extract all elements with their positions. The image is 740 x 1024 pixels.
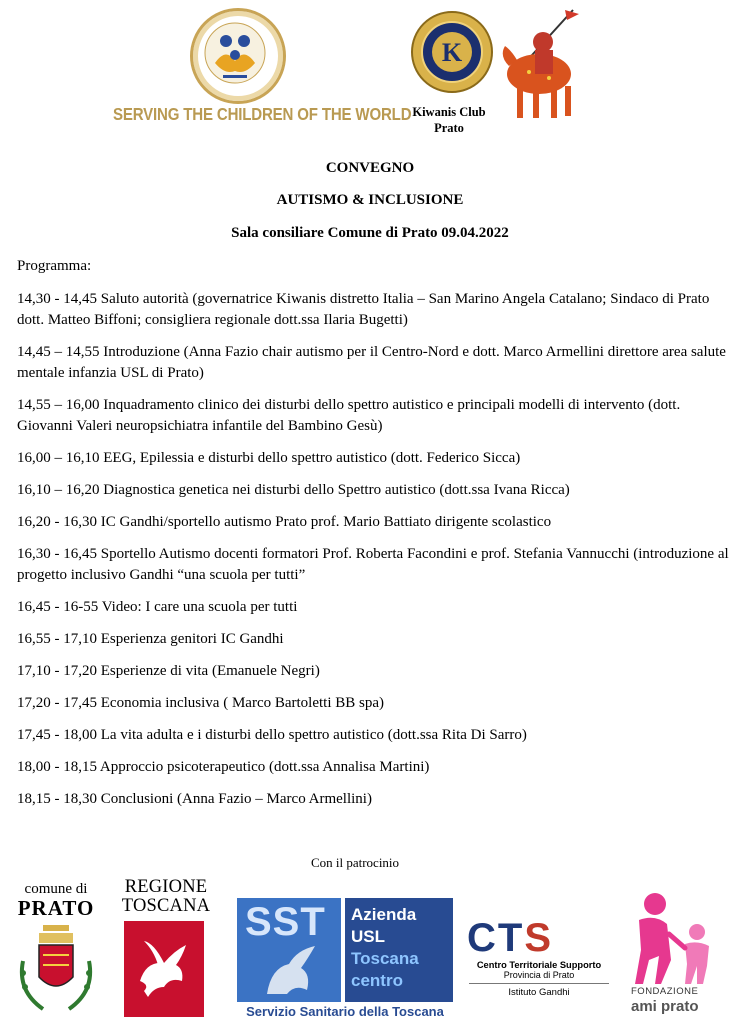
knight-horse-icon xyxy=(493,6,585,126)
venue-date-title: Sala consiliare Comune di Prato 09.04.2022 xyxy=(231,225,509,241)
cts-mark xyxy=(463,918,615,958)
comune-di-label: comune di xyxy=(24,881,88,897)
kiwanis-city-line: Prato xyxy=(434,121,464,135)
centro-line: centro xyxy=(351,971,403,990)
program-item: 16,10 – 16,20 Diagnostica genetica nei disturbi dello Spettro autistico (dott.ssa Ivana Ricca) xyxy=(17,482,570,498)
program-item: 17,20 - 17,45 Economia inclusiva ( Marco Bartoletti BB spa) xyxy=(17,695,385,711)
program-item: 18,15 - 18,30 Conclusioni (Anna Fazio – Marco Armellini) xyxy=(17,791,372,807)
patronage-label: Con il patrocinio xyxy=(310,855,400,870)
toscana-line: Toscana xyxy=(351,949,419,968)
kiwanis-k-letter: K xyxy=(441,38,463,67)
azienda-usl-text xyxy=(351,904,419,992)
cts-province: Provincia di Prato xyxy=(503,970,575,980)
prato-city-label: PRATO xyxy=(17,896,95,920)
ami-prato-label: ami prato xyxy=(631,998,699,1015)
sst-mark: SST xyxy=(245,900,326,944)
servizio-sanitario-label: Servizio Sanitario della Toscana xyxy=(246,1004,444,1019)
prato-coat-of-arms-icon xyxy=(13,921,99,1017)
program-item: 18,00 - 18,15 Approccio psicoterapeutico (dott.ssa Annalisa Martini) xyxy=(17,759,430,775)
program-item: 16,45 - 16-55 Video: I care una scuola per tutti xyxy=(17,599,298,615)
program-item: 14,45 – 14,55 Introduzione (Anna Fazio chair autismo per il Centro-Nord e dott. Marco Armellini direttore area salute mentale infanzia USL di Prato) xyxy=(17,344,726,381)
azienda-line: Azienda xyxy=(351,905,417,924)
program-item: 17,45 - 18,00 La vita adulta e i disturbi dello spettro autistico (dott.ssa Rita Di Sarro) xyxy=(17,727,527,743)
usl-line: USL xyxy=(351,927,385,946)
cts-name: Centro Territoriale Supporto xyxy=(476,960,602,970)
program-label: Programma: xyxy=(17,258,92,274)
cts-mark-s: S xyxy=(524,916,554,960)
program-list xyxy=(17,289,729,821)
kiwanis-club-prato-label xyxy=(393,104,505,136)
program-item: 16,20 - 16,30 IC Gandhi/sportello autismo Prato prof. Mario Battiato dirigente scolastico xyxy=(17,514,552,530)
program-item: 16,30 - 16,45 Sportello Autismo docenti formatori Prof. Roberta Facondini e prof. Stefania Vannucchi (introduzione al progetto inclusivo Gandhi “una scuola per tutti” xyxy=(17,546,729,583)
program-item: 16,55 - 17,10 Esperienza genitori IC Gandhi xyxy=(17,631,284,647)
cts-divider xyxy=(469,983,609,984)
serving-children-slogan: SERVING THE CHILDREN OF THE WORLD xyxy=(113,104,412,124)
theme-title: AUTISMO & INCLUSIONE xyxy=(276,192,464,208)
comune-prato-logo xyxy=(8,882,104,1022)
cts-institute: Istituto Gandhi xyxy=(508,987,570,998)
cts-logo xyxy=(463,918,615,1018)
program-item: 16,00 – 16,10 EEG, Epilessia e disturbi dello spettro autistico (dott. Federico Sicca) xyxy=(17,450,521,466)
fondazione-ami-prato-logo xyxy=(625,890,725,1020)
ami-figures-icon xyxy=(625,890,725,986)
toscana-label: TOSCANA xyxy=(121,896,211,916)
program-item: 14,55 – 16,00 Inquadramento clinico dei disturbi dello spettro autistico e principali modelli di intervento (dott. Giovanni Valeri neuropsichiatra infantile del Bambino Gesù) xyxy=(17,397,681,434)
usl-toscana-centro-logo xyxy=(237,898,453,1022)
regione-toscana-logo xyxy=(120,878,212,1017)
cts-mark-ct: CT xyxy=(467,916,525,960)
kiwanis-district-seal-icon xyxy=(190,8,286,104)
regione-label: REGIONE xyxy=(124,877,208,897)
kiwanis-club-line: Kiwanis Club xyxy=(412,105,486,119)
program-item: 14,30 - 14,45 Saluto autorità (governatrice Kiwanis distretto Italia – San Marino Angela Catalano; Sindaco di Prato dott. Matteo Biffoni; consigliera regionale dott.ssa Ilaria Bugetti) xyxy=(17,291,710,328)
kiwanis-international-seal-icon xyxy=(410,10,494,94)
pegasus-flag-icon xyxy=(124,921,204,1017)
fondazione-label: FONDAZIONE xyxy=(631,986,699,997)
convegno-title: CONVEGNO xyxy=(325,160,415,176)
program-item: 17,10 - 17,20 Esperienze di vita (Emanuele Negri) xyxy=(17,663,320,679)
